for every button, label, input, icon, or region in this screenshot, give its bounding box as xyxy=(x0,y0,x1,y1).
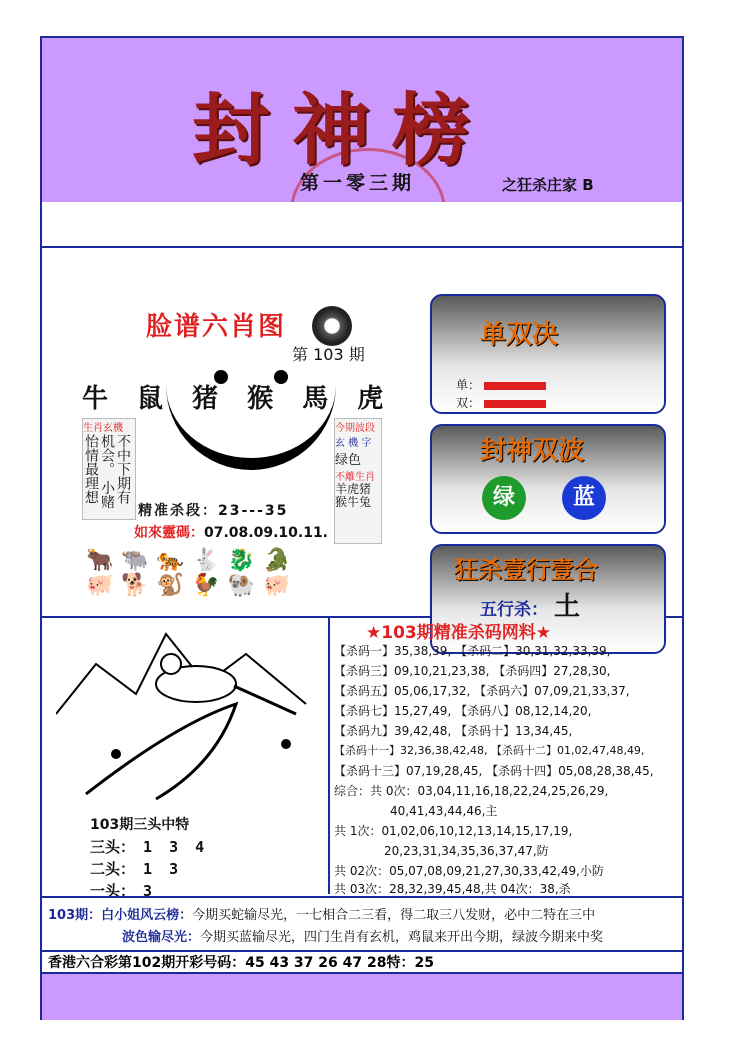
panel-danshuang xyxy=(430,294,666,414)
shama-row: 20,23,31,34,35,36,37,47,防 xyxy=(384,844,549,858)
lianpu-title: 脸谱六肖图 xyxy=(146,312,287,342)
zodiac-list: 牛 鼠 猪 猴 馬 虎 xyxy=(82,384,394,414)
panel-kuangsha-title: 狂杀壹行壹合 xyxy=(454,556,598,584)
ball-green: 绿 xyxy=(482,476,526,520)
shama-row: 【杀码五】05,06,17,32, 【杀码六】07,09,21,33,37, xyxy=(334,684,630,698)
ball-blue: 蓝 xyxy=(562,476,606,520)
right-hint-color: 绿色 xyxy=(335,453,362,468)
shama-row: 【杀码七】15,27,49, 【杀码八】08,12,14,20, xyxy=(334,704,592,718)
issue-number: 第一零三期 xyxy=(300,172,416,194)
shama-row: 共 03次：28,32,39,45,48,共 04次：38,杀 xyxy=(334,882,571,896)
shama-row: 【杀码三】09,10,21,23,38, 【杀码四】27,28,30, xyxy=(334,664,611,678)
bird-on-branch-illustration xyxy=(56,624,316,804)
shuang-label: 双： xyxy=(456,396,481,410)
footer-band xyxy=(42,974,682,1020)
sante-row-2 xyxy=(90,858,182,879)
shama-row: 【杀码一】35,38,39, 【杀码二】30,31,32,33,39, xyxy=(334,644,611,658)
footer-tips xyxy=(42,896,682,952)
shama-row: 40,41,43,44,46,主 xyxy=(390,804,498,818)
jingzhun-range: 精准杀段：23---35 xyxy=(138,503,289,519)
dan-bar xyxy=(484,382,546,390)
shuang-bar xyxy=(484,400,546,408)
lianpu-period: 第 103 期 xyxy=(292,345,365,364)
sante-row-1-label: 一头： xyxy=(90,882,136,900)
footer-line-1-text: 今期买蛇输尽光，一七相合二三看，得二取三八发财，必中二特在三中 xyxy=(192,908,596,923)
shama-row: 【杀码十三】07,19,28,45, 【杀码十四】05,08,28,38,45, xyxy=(334,764,654,778)
panel-shuangbo-title: 封神双波 xyxy=(480,436,585,466)
shama-row: 综合：共 0次：03,04,11,16,18,22,24,25,26,29, xyxy=(334,784,609,798)
right-hint-label3: 不離生肖 xyxy=(335,472,375,483)
sante-section xyxy=(42,618,330,900)
right-hint-box xyxy=(334,418,382,544)
shama-row: 【杀码九】39,42,48, 【杀码十】13,34,45, xyxy=(334,724,573,738)
poster-frame xyxy=(40,36,684,1020)
animal-illustrations: 🐂🐃🐅🐇🐉🐊 🐖🐕🐒🐓🐏🐖 xyxy=(86,548,299,598)
panel-shuangbo xyxy=(430,424,666,534)
dan-label: 单： xyxy=(456,378,481,392)
sante-title: 103期三头中特 xyxy=(90,817,190,833)
ruye-label: 如來靈碼： xyxy=(134,525,204,541)
left-hint-label: 生肖玄機 xyxy=(83,423,123,434)
shama-row: 共 02次：05,07,08,09,21,27,30,33,42,49,小防 xyxy=(334,864,604,878)
sante-row-1-value: 3 xyxy=(143,882,157,900)
sante-row-3 xyxy=(90,836,208,857)
dan-row xyxy=(456,376,546,393)
left-hint-box xyxy=(82,418,136,520)
wuxing-value: 土 xyxy=(554,592,581,622)
sante-row-3-label: 三头： xyxy=(90,838,136,856)
page-title: 封神榜 xyxy=(192,85,493,176)
hk-result xyxy=(42,950,682,974)
sante-row-2-label: 二头： xyxy=(90,860,136,878)
panel-danshuang-title: 单双决 xyxy=(480,320,559,350)
shama-header: ★103期精准杀码网料★ xyxy=(366,623,551,643)
sante-row-2-value: 1 3 xyxy=(143,860,183,878)
left-hint-text: 不中下期有机会。 小赌怡情最理想 xyxy=(83,434,131,509)
header-subtitle: 之狂杀庄家 B xyxy=(502,176,594,194)
footer-line-1 xyxy=(48,904,595,923)
ruye-value: 07.08.09.10.11. xyxy=(204,525,329,541)
sante-row-3-value: 1 3 4 xyxy=(143,838,209,856)
compass-icon xyxy=(312,306,352,346)
footer-line-2-label: 波色输尽光： xyxy=(122,930,201,945)
header-band xyxy=(42,38,682,202)
footer-line-1-label: 103期：白小姐风云榜： xyxy=(48,908,193,923)
header-strip xyxy=(42,202,682,248)
right-hint-label: 今期波段 xyxy=(335,423,375,434)
hk-result-text: 香港六合彩第102期开彩号码：45 43 37 26 47 28特：25 xyxy=(48,955,434,971)
shuang-row xyxy=(456,394,546,411)
shama-row: 共 1次：01,02,06,10,12,13,14,15,17,19, xyxy=(334,824,573,838)
shama-row: 【杀码十一】32,36,38,42,48, 【杀码十二】01,02,47,48,49, xyxy=(334,744,645,757)
right-hint-zodiacs: 羊虎猪猴牛兔 xyxy=(335,482,372,509)
footer-line-2 xyxy=(122,926,603,945)
right-hint-label2: 玄 機 字 xyxy=(335,438,372,449)
middle-section xyxy=(42,248,682,622)
wuxing-label: 五行杀： xyxy=(480,600,548,620)
ruye-code xyxy=(134,522,328,542)
footer-line-2-text: 今期买蓝输尽光，四门生肖有玄机，鸡鼠来开出今期，绿波今期来中奖 xyxy=(200,930,604,945)
shama-section xyxy=(330,618,682,894)
